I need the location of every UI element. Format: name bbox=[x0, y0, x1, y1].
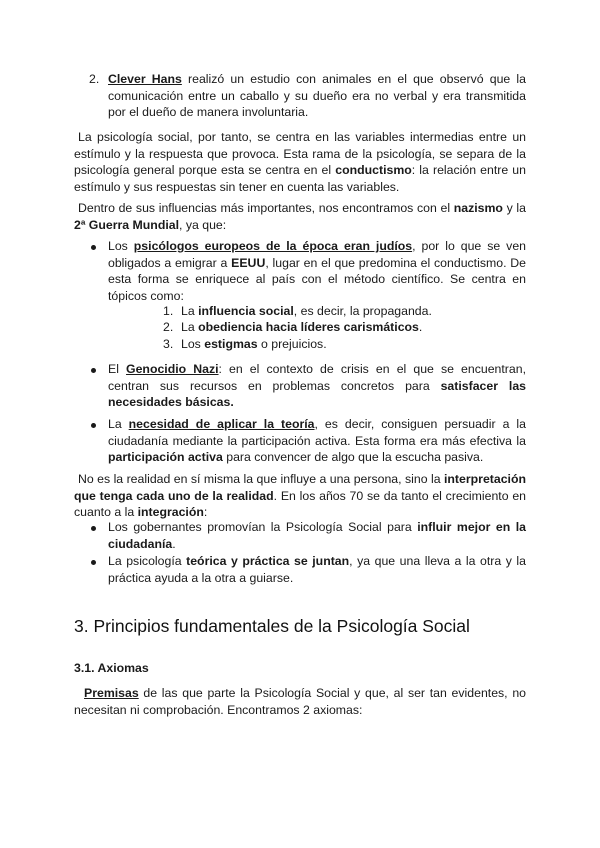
clever-hans-term: Clever Hans bbox=[108, 72, 182, 86]
bullet-theory-practice: La psicología teórica y práctica se juntan, ya que una lleva a la otra y la práctica ayuda a la otra a guiarse. bbox=[108, 554, 527, 585]
bullet-governments: Los gobernantes promovían la Psicología Social para influir mejor en la ciudadanía. bbox=[108, 520, 526, 551]
sublist-item: La influencia social, es decir, la propaganda. bbox=[181, 304, 432, 318]
bullet-apply-theory: La necesidad de aplicar la teoría, es decir, consiguen persuadir a la ciudadanía mediante la participación activa. Esta forma era más efectiva la participación activa para convencer de algo que la escucha pasiva. bbox=[108, 417, 526, 465]
sublist-item: La obediencia hacia líderes carismáticos. bbox=[181, 320, 423, 334]
section-heading: 3. Principios fundamentales de la Psicología Social bbox=[74, 616, 470, 636]
sublist-number: 2. bbox=[163, 320, 174, 334]
paragraph-influences: Dentro de sus influencias más importantes, nos encontramos con el nazismo y la 2ª Guerra Mundial, ya que: bbox=[74, 201, 526, 232]
bullet-dot bbox=[91, 560, 96, 565]
sublist-number: 1. bbox=[163, 304, 174, 318]
bullet-european-psychologists: Los psicólogos europeos de la época eran judíos, por lo que se ven obligados a emigrar a EEUU, lugar en el que predomina el conductismo. De esta forma se enriquece al país con el método científico. Se centra en tópicos como: bbox=[108, 239, 526, 303]
bullet-dot bbox=[91, 423, 96, 428]
bullet-dot bbox=[91, 368, 96, 373]
sublist-item: Los estigmas o prejuicios. bbox=[181, 337, 327, 351]
bullet-nazi-genocide: El Genocidio Nazi: en el contexto de crisis en el que se encuentran, centran sus recursos en problemas concretos para satisfacer las necesidades básicas. bbox=[108, 362, 526, 410]
list-item-clever-hans: Clever Hans realizó un estudio con animales en el que observó que la comunicación entre un caballo y su dueño era no verbal y era transmitida por el dueño de manera involuntaria. bbox=[108, 72, 526, 120]
bullet-dot bbox=[91, 526, 96, 531]
subsection-heading: 3.1. Axiomas bbox=[74, 661, 149, 675]
sublist-number: 3. bbox=[163, 337, 174, 351]
paragraph-social-psychology: La psicología social, por tanto, se centra en las variables intermedias entre un estímulo y la respuesta que provoca. Esta rama de la psicología, se separa de la psicología general porque esta se centra en el conductismo: la relación entre un estímulo y sus respuestas sin tener en cuenta las variables. bbox=[74, 130, 526, 194]
bullet-dot bbox=[91, 245, 96, 250]
paragraph-premises: Premisas de las que parte la Psicología Social y que, al ser tan evidentes, no necesitan ni comprobación. Encontramos 2 axiomas: bbox=[74, 686, 526, 717]
list-number: 2. bbox=[89, 72, 100, 86]
paragraph-interpretation: No es la realidad en sí misma la que influye a una persona, sino la interpretación que tenga cada uno de la realidad. En los años 70 se da tanto el crecimiento en cuanto a la integración: bbox=[74, 472, 526, 520]
